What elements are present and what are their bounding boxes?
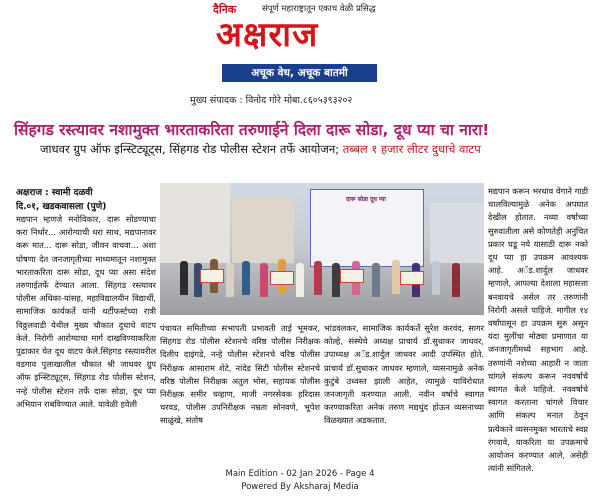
photo-building-mid	[232, 197, 294, 263]
article-headline: सिंहगड रस्त्यावर नशामुक्त भारताकरिता तरुणाईने दिला दारू सोडा, दूध प्या चा नारा!	[14, 121, 490, 139]
masthead-dainik: दैनिक	[213, 3, 237, 16]
photo-placard	[340, 269, 364, 283]
byline	[16, 185, 156, 213]
photo-building-right	[430, 203, 484, 263]
byline-date: दि.०१, खडकवासला (पुणे)	[16, 202, 107, 212]
photo-placard	[200, 269, 224, 283]
photo-person	[180, 261, 188, 295]
article-column-3: भांडवलकर, सामाजिक कार्यकर्ते सुरेश करवंद, सागर कोल्हे, संस्थेचे अध्यक्ष प्राचार्य डॉ.सुधाकर जाधवर, उपाध्यक्ष अॅड.शार्दुल जाधवर आदी उपस्थित होते. प्राचार्य डॉ.सुधाकर जाधवर म्हणाले, व्यसनामुळे अनेक कुटुंबे उध्वस्त झाली आहेत, त्यामुळे याविरोधात जनजागृती करण्यात आली. नवीन वर्षाचे स्वागत करण्याकरिता अनेक तरुण मद्यधुंद होऊन व्यसनाच्या विळख्यात अडकतात.	[324, 323, 484, 426]
article-column-2: पंचायत समितीच्या सभापती प्रभावती ताई भूमकर, सिंहगड रोड पोलीस स्टेशनचे वरिष्ठ पोलीस निरीक्षक दिलीप दाइंगडे, नन्हे पोलीस स्टेशनचे वरिष्ठ पोलीस निरीक्षक आसाराम शेटे, नांदेड सिटी पोलीस स्टेशनचे वरिष्ठ पोलीस निरीक्षक अतुल भोस, सहायक पोलीस निरीक्षक समीर चव्हाण, माजी नगरसेवक हरिदास चरवड, पोलीस उपनिरीक्षक नम्रता सोनवणे, भूपेश साळुंखे, संतोष	[160, 323, 320, 426]
masthead	[0, 0, 600, 110]
photo-person	[314, 261, 322, 295]
photo-person	[332, 263, 340, 297]
subhead-highlight: तब्बल १ हजार लीटर दुधाचे वाटप	[339, 142, 481, 156]
subhead-main: जाधवर ग्रुप ऑफ इन्स्टिट्यूट्स, सिंहगड रोड पोलीस स्टेशन तर्फे आयोजन;	[40, 142, 340, 156]
photo-person	[226, 263, 234, 297]
slogan-bar: अचूक वेध, अचूक बातमी	[222, 64, 377, 82]
photo-person	[392, 260, 400, 294]
photo-banner-text: दारू सोडा दूध प्या	[346, 196, 386, 203]
photo-building-left	[160, 183, 230, 263]
photo-placard	[400, 271, 424, 285]
newspaper-logo: अक्षराज	[216, 15, 319, 55]
photo-person	[372, 263, 380, 297]
photo-placard	[270, 271, 294, 285]
event-photo	[160, 183, 484, 315]
edition-footer: Main Edition - 02 Jan 2026 - Page 4	[225, 469, 375, 479]
article-subhead	[40, 142, 600, 157]
powered-by-footer: Powered By Aksharaj Media	[241, 482, 359, 492]
masthead-tagline: संपूर्ण महाराष्ट्रातून एकाच वेळी प्रसिद्ध	[262, 4, 376, 14]
photo-person	[242, 261, 250, 295]
article-column-4: मद्यपान करून भरधाव वेगाने गाडी चालविल्यामुळे अनेक अपघात देखील होतात. नव्या वर्षाच्या सुरुवातीला असे कोणतेही अनुचित प्रकार घडू नये यासाठी दारू नको दूध प्या हा उपक्रम आवश्यक आहे. अॅड.शार्दुल जाधवर म्हणाले, आपल्या देशाला महासत्ता बनवायचे असेल तर तरुणांनी निरोगी असले पाहिजे. मागील १४ वर्षांपासून हा उपक्रम सुरु असून यंदा मुलींचा मोठ्या प्रमाणात या जनजागृतीमध्ये सहभाग आहे. तरुणांनी नशेच्या आहारी न जाता चांगले संकल्प करून नववर्षाचे स्वागत केले पाहिजे. नववर्षाचे स्वागत करताना चांगले विचार आणि संकल्प मनात ठेवून प्रत्येकाने व्यसनमुक्त भारताचे स्वप्न रंगवावे, याकरिता या उपक्रमाचे आयोजन करण्यात आले, असेही त्यांनी सांगितले.	[488, 186, 588, 474]
photo-person	[432, 261, 440, 295]
byline-reporter: अक्षराज : स्वामी दळवी	[16, 188, 93, 198]
editor-line: मुख्य संपादक : विनोद गोरे मोबा.८६०५३९३२०२	[190, 95, 353, 106]
photo-person	[260, 263, 268, 297]
photo-person	[452, 263, 460, 297]
article-column-1: मद्यपान म्हणजे मनोविकार, दारू सोडण्याचा करा निर्धार... आरोग्याची धरा साथ, मद्यपानावर करू मात... दारू सोडा, जीवन वाचवा... अशा घोषणा देत जनजागृतीच्या माध्यमातून नशामुक्त भारताकरिता दारू सोडा, दूध प्या असा संदेश तरुणाईतर्फे देण्यात आला. सिंहगड रस्त्यावर पोलीस अधिका-यांसह, महाविद्यालयीन विद्यार्थी, सामाजिक कार्यकर्ते यांनी थर्टीफर्स्टच्या रात्री विठ्ठलवाडी येथील मुख्य चौकात दुधाचे वाटप केले. निरोगी आरोग्याचा मार्ग दाखविण्याकरिता पुढाकार घेत दूध वाटप केले.सिंहगड रस्त्यावरील वडगाव पुलाखालील चौकात श्री जाधवर ग्रुप ऑफ इन्स्टिट्यूट्स, सिंहगड रोड पोलीस स्टेशन, नन्हे पोलीस स्टेशन तर्फे दारू सोडा, दूध प्या अभियान राबविण्यात आले. यावेळी हवेली	[16, 214, 156, 409]
photo-person	[296, 263, 304, 297]
